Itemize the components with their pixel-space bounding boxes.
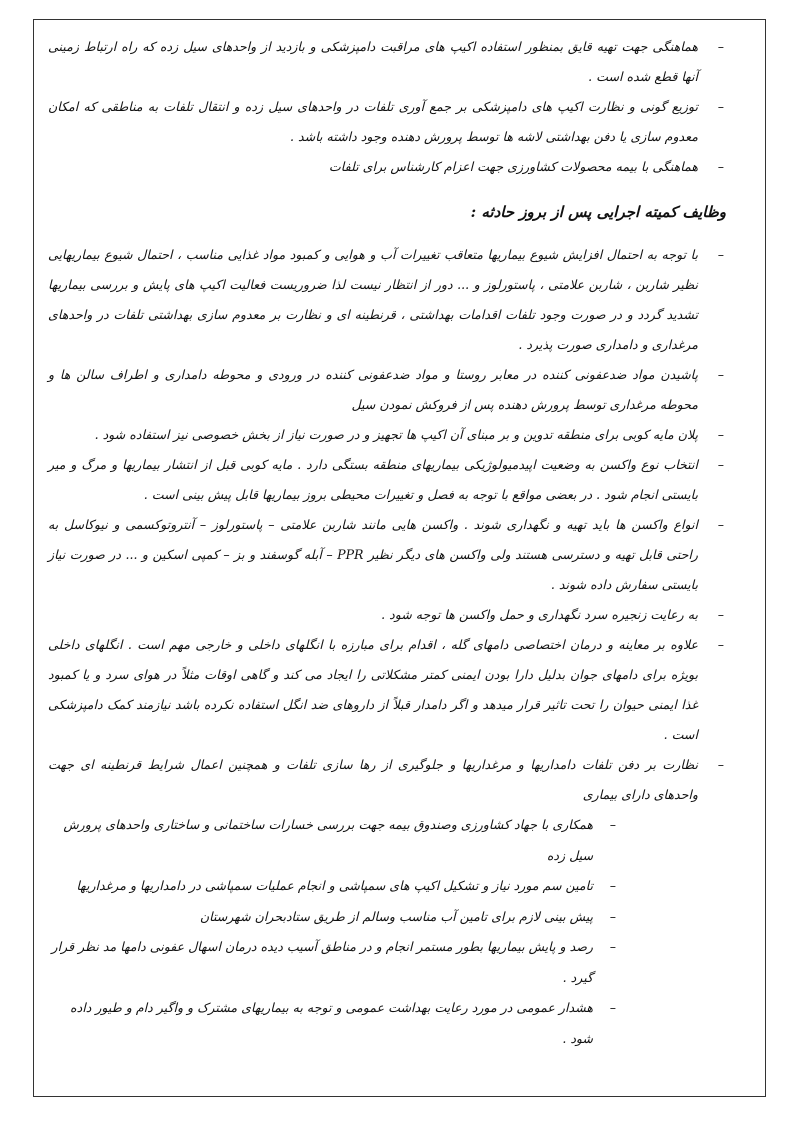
document-body [48,32,728,1054]
list-item: – هماهنگی جهت تهیه قایق بمنظور استفاده اکیپ های مراقبت دامپزشکی و بازدید از واحدهای سیل زده که راه ارتباط زمینی آنها قطع شده است . [48,32,728,92]
bullet-dash: – [717,517,724,532]
list-item: – انتخاب نوع واکسن به وضعیت اپیدمیولوژیکی بیماریهای منطقه بستگی دارد . مایه کوبی قبل از انتشار بیماریها و مرگ و میر بایستی انجام شود . در بعضی مواقع با توجه به فصل و تغییرات محیطی بروز بیماریها قابل پیش بینی است . [48,450,728,510]
list-item: – علاوه بر معاینه و درمان اختصاصی دامهای گله ، اقدام برای مبارزه با انگلهای داخلی و خارجی مهم است . انگلهای داخلی بویژه برای دامهای جوان بدلیل دارا بودن ایمنی کمتر مشکلاتی را ایجاد می کند و گاهی اوقات مثلاً در هوای سرد و یا کمبود غذا ایمنی حیوان را تحت تاثیر قرار میدهد و اگر دامدار قبلاً از داروهای ضد انگل استفاده نکرده باشد نیازمند کمک دامپزشکی است . [48,630,728,750]
sub-list-item: – رصد و پایش بیماریها بطور مستمر انجام و در مناطق آسیب دیده درمان اسهال عفونی دامها مد نظر قرار گیرد . [48,932,728,993]
list-item: – نظارت بر دفن تلفات دامداریها و مرغداریها و جلوگیری از رها سازی تلفات و همچنین اعمال شرایط قرنطینه ای جهت واحدهای دارای بیماری [48,750,728,810]
sub-list-item: – پیش بینی لازم برای تامین آب مناسب وسالم از طریق ستادبحران شهرستان [48,902,728,933]
bullet-dash: – [717,757,724,772]
bullet-dash: – [717,367,724,382]
sub-list-item: – تامین سم مورد نیاز و تشکیل اکیپ های سمپاشی و انجام عملیات سمپاشی در دامداریها و مرغداریها [48,871,728,902]
bullet-dash: – [609,817,616,832]
bullet-dash: – [717,607,724,622]
bullet-dash: – [609,878,616,893]
section-heading: وظایف کمیته اجرایی پس از بروز حادثه : [470,203,726,221]
list-item: – انواع واکسن ها باید تهیه و نگهداری شوند . واکسن هایی مانند شاربن علامتی – پاستورلوز – آنتروتوکسمی و نیوکاسل به راحتی قابل تهیه و دسترسی هستند ولی واکسن های دیگر نظیر PPR – آبله گوسفند و بز – کمپی اسکین و ... در صورت نیاز بایستی سفارش داده شوند . [48,510,728,600]
list-item: – به رعایت زنجیره سرد نگهداری و حمل واکسن ها توجه شود . [48,600,728,630]
bullet-dash: – [717,39,724,54]
bullet-dash: – [717,247,724,262]
sub-list-item: – همکاری با جهاد کشاورزی وصندوق بیمه جهت بررسی خسارات ساختمانی و ساختاری واحدهای پرورش سیل زده [48,810,728,871]
bullet-dash: – [717,99,724,114]
bullet-dash: – [609,939,616,954]
list-item: – هماهنگی با بیمه محصولات کشاورزی جهت اعزام کارشناس برای تلفات [48,152,728,182]
post-incident-duties-list [48,240,728,810]
bullet-dash: – [717,457,724,472]
bullet-dash: – [717,637,724,652]
bullet-dash: – [609,1000,616,1015]
bullet-dash: – [717,427,724,442]
bullet-dash: – [609,908,616,924]
list-item: – با توجه به احتمال افزایش شیوع بیماریها متعاقب تغییرات آب و هوایی و کمبود مواد غذایی مناسب ، احتمال شیوع بیماریهایی نظیر شاربن ، شاربن علامتی ، پاستورلوز و ... دور از انتظار نیست لذا ضروریست فعالیت اکیپ های پایش و بررسی بیماریها تشدید گردد و در صورت وجود تلفات اقدامات بهداشتی ، قرنطینه ای و نظارت بر معدوم سازی بهداشتی تلفات در واحدهای مرغداری و دامداری صورت پذیرد . [48,240,728,360]
list-item: – توزیع گونی و نظارت اکیپ های دامپزشکی بر جمع آوری تلفات در واحدهای سیل زده و انتقال تلفات به مناطقی که امکان معدوم سازی یا دفن بهداشتی لاشه ها توسط پرورش دهنده وجود داشته باشد . [48,92,728,152]
list-item: – پلان مایه کوبی برای منطقه تدوین و بر مبنای آن اکیپ ها تجهیز و در صورت نیاز از بخش خصوصی نیز استفاده شود . [48,420,728,450]
sub-duties-list [48,810,728,1054]
list-item: – پاشیدن مواد ضدعفونی کننده در معابر روستا و مواد ضدعفونی کننده در ورودی و محوطه دامداری و اطراف سالن ها و محوطه مرغداری توسط پرورش دهنده پس از فروکش نمودن سیل [48,360,728,420]
measures-list-before [48,32,728,182]
sub-list-item: – هشدار عمومی در مورد رعایت بهداشت عمومی و توجه به بیماریهای مشترک و واگیر دام و طیور داده شود . [48,993,728,1054]
bullet-dash: – [717,159,724,174]
